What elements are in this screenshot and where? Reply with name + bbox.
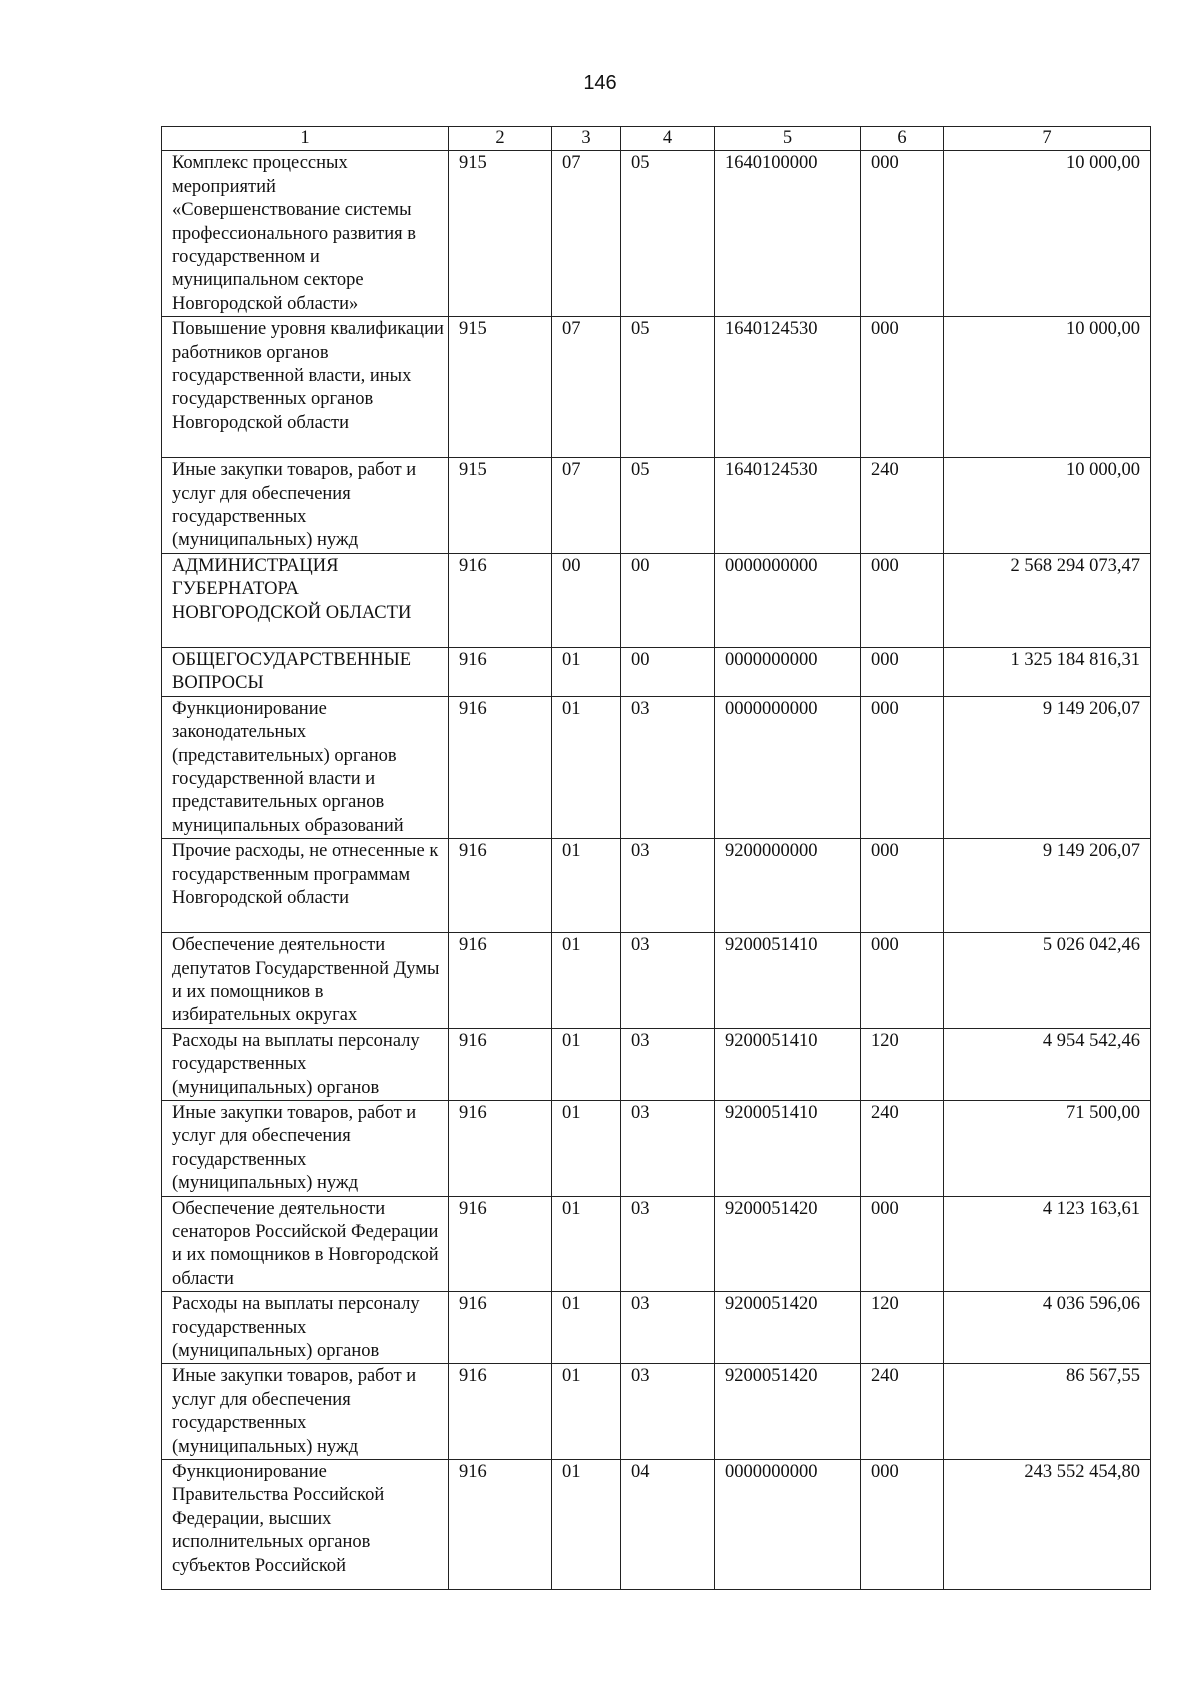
cell-c3: 01 [552, 1196, 621, 1292]
cell-c4: 03 [621, 1364, 715, 1460]
cell-c6: 000 [861, 696, 944, 838]
cell-c5: 1640124530 [715, 458, 861, 554]
cell-c2: 916 [449, 933, 552, 1029]
cell-c4: 04 [621, 1460, 715, 1590]
cell-amount: 10 000,00 [944, 151, 1151, 317]
row-name: Прочие расходы, не отнесенные к государственным программам Новгородской области [162, 839, 449, 933]
cell-c3: 01 [552, 1364, 621, 1460]
cell-amount: 9 149 206,07 [944, 696, 1151, 838]
cell-amount: 86 567,55 [944, 1364, 1151, 1460]
table-row [162, 696, 1151, 838]
header-row [162, 127, 1151, 151]
cell-amount: 71 500,00 [944, 1100, 1151, 1196]
cell-amount: 1 325 184 816,31 [944, 647, 1151, 696]
table-row [162, 1292, 1151, 1364]
table-row [162, 458, 1151, 554]
cell-c2: 916 [449, 696, 552, 838]
cell-c3: 07 [552, 317, 621, 458]
row-name: Обеспечение деятельности депутатов Государственной Думы и их помощников в избирательных округах [162, 933, 449, 1029]
cell-c6: 000 [861, 1196, 944, 1292]
cell-c2: 915 [449, 151, 552, 317]
cell-amount: 4 954 542,46 [944, 1028, 1151, 1100]
page-number: 146 [583, 72, 617, 94]
cell-c5: 9200051420 [715, 1292, 861, 1364]
cell-c3: 01 [552, 647, 621, 696]
cell-c2: 916 [449, 1364, 552, 1460]
column-header: 3 [552, 127, 621, 151]
row-name: Обеспечение деятельности сенаторов Российской Федерации и их помощников в Новгородской области [162, 1196, 449, 1292]
cell-c5: 0000000000 [715, 696, 861, 838]
cell-c6: 120 [861, 1292, 944, 1364]
cell-c5: 9200000000 [715, 839, 861, 933]
cell-c2: 916 [449, 647, 552, 696]
cell-c2: 916 [449, 1292, 552, 1364]
cell-c5: 1640100000 [715, 151, 861, 317]
cell-c5: 0000000000 [715, 647, 861, 696]
cell-amount: 243 552 454,80 [944, 1460, 1151, 1590]
row-name: Иные закупки товаров, работ и услуг для обеспечения государственных (муниципальных) нужд [162, 1100, 449, 1196]
cell-c5: 9200051410 [715, 1100, 861, 1196]
cell-c5: 9200051410 [715, 933, 861, 1029]
cell-c4: 05 [621, 458, 715, 554]
cell-c4: 00 [621, 553, 715, 647]
cell-c3: 01 [552, 1460, 621, 1590]
table-row [162, 647, 1151, 696]
cell-c3: 07 [552, 458, 621, 554]
row-name: Комплекс процессных мероприятий «Совершенствование системы профессионального развития в государственном и муниципальном секторе Новгородской области» [162, 151, 449, 317]
cell-c2: 916 [449, 1100, 552, 1196]
cell-c2: 915 [449, 317, 552, 458]
cell-amount: 9 149 206,07 [944, 839, 1151, 933]
cell-c3: 01 [552, 696, 621, 838]
cell-c4: 03 [621, 933, 715, 1029]
table-row [162, 1100, 1151, 1196]
table-row [162, 1028, 1151, 1100]
cell-amount: 5 026 042,46 [944, 933, 1151, 1029]
column-header: 6 [861, 127, 944, 151]
cell-c6: 240 [861, 458, 944, 554]
table-row [162, 933, 1151, 1029]
cell-c4: 05 [621, 317, 715, 458]
row-name: Расходы на выплаты персоналу государственных (муниципальных) органов [162, 1292, 449, 1364]
cell-c4: 03 [621, 1100, 715, 1196]
cell-c6: 000 [861, 647, 944, 696]
table-row [162, 553, 1151, 647]
cell-c6: 000 [861, 553, 944, 647]
column-header: 5 [715, 127, 861, 151]
row-name: Функционирование законодательных (представительных) органов государственной власти и представительных органов муниципальных образований [162, 696, 449, 838]
cell-c6: 000 [861, 839, 944, 933]
cell-c4: 03 [621, 1028, 715, 1100]
cell-c6: 120 [861, 1028, 944, 1100]
cell-c4: 05 [621, 151, 715, 317]
cell-amount: 4 123 163,61 [944, 1196, 1151, 1292]
table-row [162, 839, 1151, 933]
cell-c5: 1640124530 [715, 317, 861, 458]
cell-amount: 10 000,00 [944, 458, 1151, 554]
cell-c3: 01 [552, 1028, 621, 1100]
column-header: 2 [449, 127, 552, 151]
cell-c6: 000 [861, 933, 944, 1029]
column-header: 4 [621, 127, 715, 151]
cell-c3: 01 [552, 1100, 621, 1196]
cell-c3: 01 [552, 839, 621, 933]
cell-amount: 4 036 596,06 [944, 1292, 1151, 1364]
cell-c5: 9200051420 [715, 1196, 861, 1292]
cell-c6: 000 [861, 317, 944, 458]
cell-c6: 000 [861, 1460, 944, 1590]
column-header: 7 [944, 127, 1151, 151]
cell-amount: 10 000,00 [944, 317, 1151, 458]
cell-c4: 03 [621, 696, 715, 838]
table-row [162, 151, 1151, 317]
row-name: Иные закупки товаров, работ и услуг для обеспечения государственных (муниципальных) нужд [162, 458, 449, 554]
table-row [162, 1196, 1151, 1292]
cell-c3: 00 [552, 553, 621, 647]
cell-c2: 916 [449, 1460, 552, 1590]
cell-c6: 000 [861, 151, 944, 317]
cell-c4: 03 [621, 1292, 715, 1364]
row-name: Функционирование Правительства Российской Федерации, высших исполнительных органов субъектов Российской [162, 1460, 449, 1590]
cell-c6: 240 [861, 1100, 944, 1196]
cell-c5: 0000000000 [715, 553, 861, 647]
cell-amount: 2 568 294 073,47 [944, 553, 1151, 647]
cell-c5: 9200051410 [715, 1028, 861, 1100]
cell-c2: 916 [449, 1196, 552, 1292]
row-name: АДМИНИСТРАЦИЯ ГУБЕРНАТОРА НОВГОРОДСКОЙ ОБЛАСТИ [162, 553, 449, 647]
column-header: 1 [162, 127, 449, 151]
cell-c5: 9200051420 [715, 1364, 861, 1460]
cell-c6: 240 [861, 1364, 944, 1460]
row-name: ОБЩЕГОСУДАРСТВЕННЫЕ ВОПРОСЫ [162, 647, 449, 696]
row-name: Повышение уровня квалификации работников органов государственной власти, иных государственных органов Новгородской области [162, 317, 449, 458]
cell-c5: 0000000000 [715, 1460, 861, 1590]
cell-c4: 00 [621, 647, 715, 696]
cell-c3: 01 [552, 1292, 621, 1364]
row-name: Расходы на выплаты персоналу государственных (муниципальных) органов [162, 1028, 449, 1100]
cell-c2: 915 [449, 458, 552, 554]
table-row [162, 1364, 1151, 1460]
cell-c2: 916 [449, 553, 552, 647]
row-name: Иные закупки товаров, работ и услуг для обеспечения государственных (муниципальных) нужд [162, 1364, 449, 1460]
cell-c3: 01 [552, 933, 621, 1029]
table-row [162, 1460, 1151, 1590]
cell-c3: 07 [552, 151, 621, 317]
cell-c4: 03 [621, 839, 715, 933]
budget-table [161, 126, 1151, 1590]
cell-c4: 03 [621, 1196, 715, 1292]
cell-c2: 916 [449, 839, 552, 933]
cell-c2: 916 [449, 1028, 552, 1100]
table-row [162, 317, 1151, 458]
